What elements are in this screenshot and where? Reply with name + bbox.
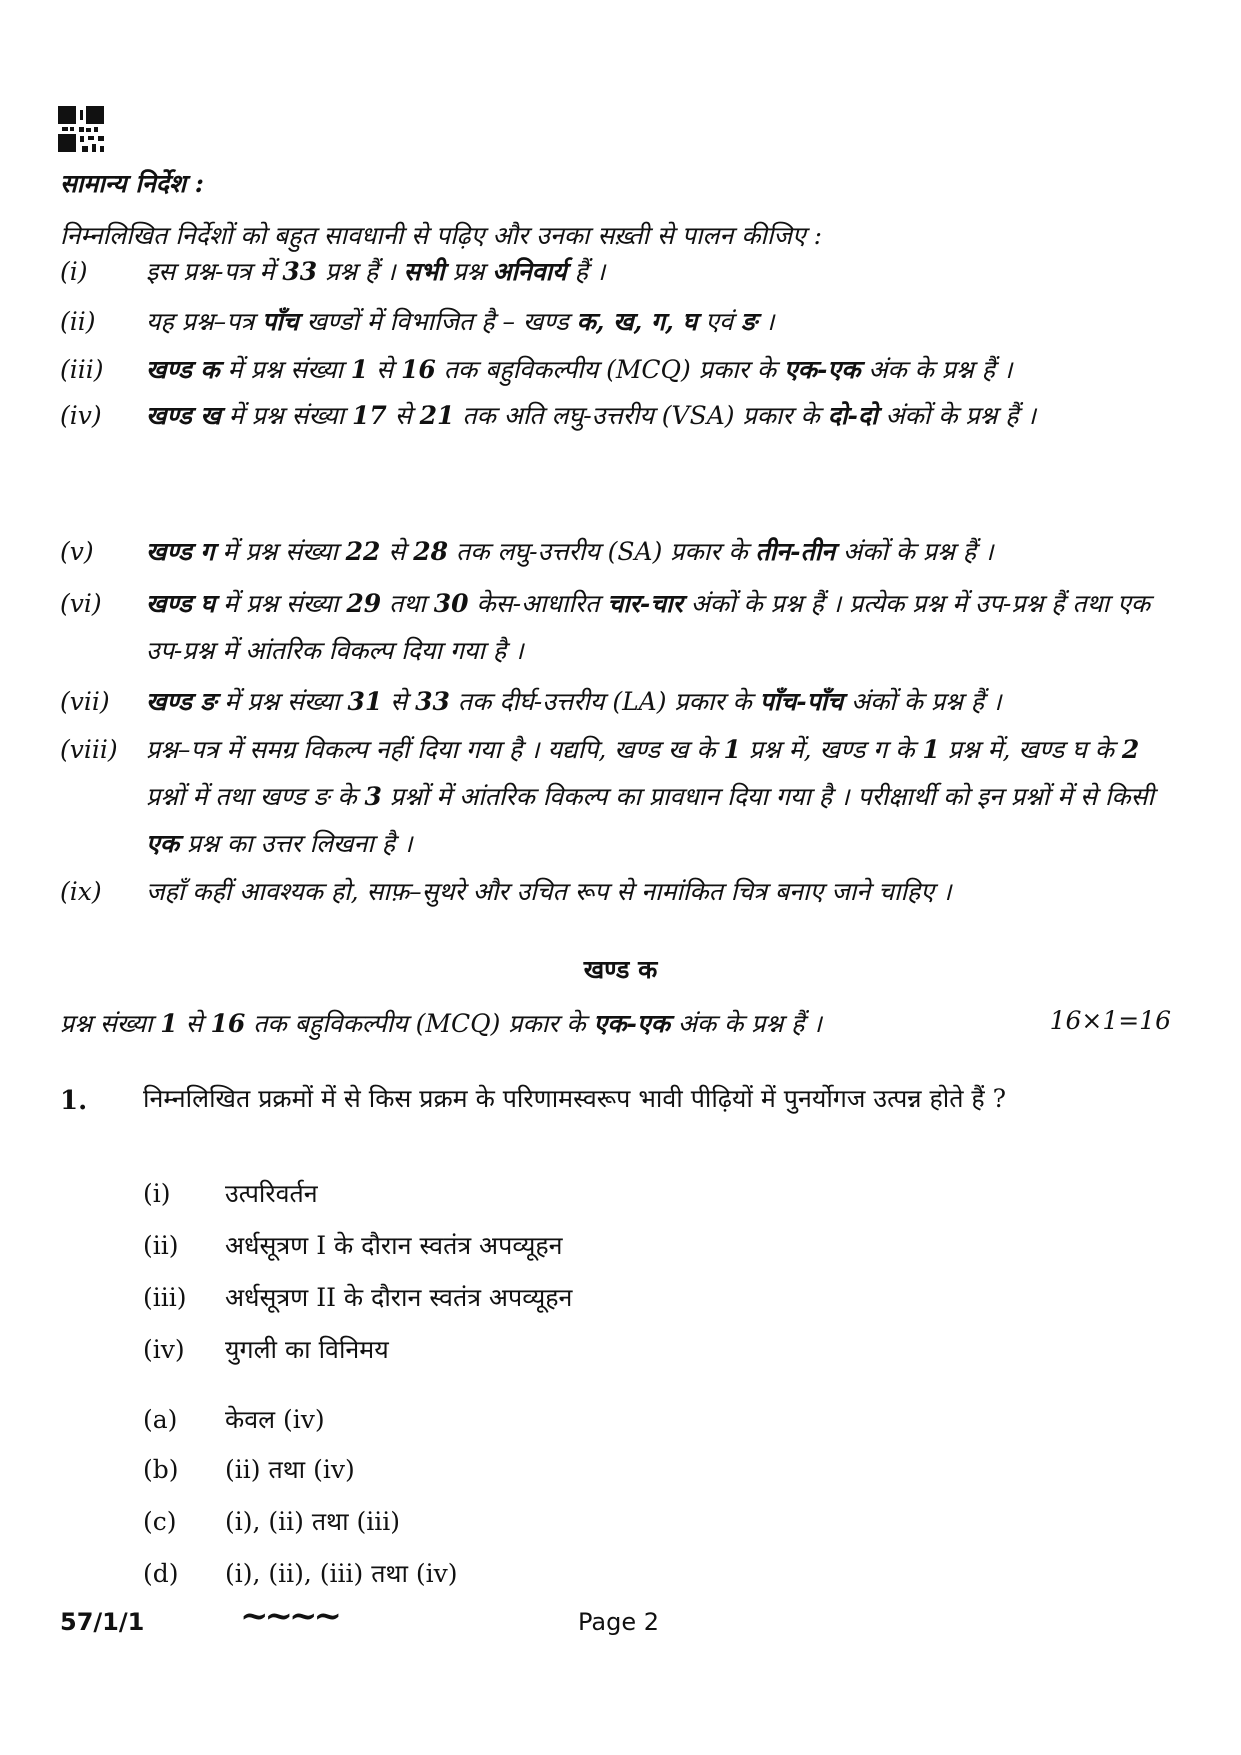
instruction-text: प्रश्न–पत्र में समग्र विकल्प नहीं दिया गया है । यद्यपि, खण्ड ख के 1 प्रश्न में, खण्ड ग के 1 प्रश्न में, खण्ड घ के 2 प्रश्नों में तथा खण्ड ङ के 3 प्रश्नों में आंतरिक विकल्प का प्रावधान दिया गया है । परीक्षार्थी को इन प्रश्नों में से किसी एक प्रश्न का उत्तर लिखना है । <box>146 735 1154 858</box>
instruction-number: (i) <box>60 257 88 286</box>
instruction-number: (ix) <box>60 877 102 906</box>
instruction-item <box>60 868 1170 915</box>
instruction-text: जहाँ कहीं आवश्यक हो, साफ़–सुथरे और उचित रूप से नामांकित चित्र बनाए जाने चाहिए । <box>146 877 952 906</box>
instruction-number: (iv) <box>60 401 102 430</box>
section-instruction: प्रश्न संख्या 1 से 16 तक बहुविकल्पीय (MCQ) प्रकार के एक-एक अंक के प्रश्न हैं । <box>60 1009 822 1038</box>
instruction-item <box>60 726 1170 867</box>
instruction-text: खण्ड क में प्रश्न संख्या 1 से 16 तक बहुविकल्पीय (MCQ) प्रकार के एक-एक अंक के प्रश्न हैं । <box>146 355 1013 384</box>
instruction-item <box>60 346 1170 393</box>
instruction-item <box>60 392 1170 439</box>
paper-code: 57/1/1 <box>60 1608 145 1636</box>
instruction-text: खण्ड ङ में प्रश्न संख्या 31 से 33 तक दीर्घ-उत्तरीय (LA) प्रकार के पाँच-पाँच अंकों के प्रश्न हैं । <box>146 687 1002 716</box>
instruction-text: इस प्रश्न-पत्र में 33 प्रश्न हैं । सभी प्रश्न अनिवार्य हैं । <box>146 257 606 286</box>
answer-option: (c) (i), (ii) तथा (iii) <box>143 1507 400 1536</box>
page-number: Page 2 <box>578 1608 659 1636</box>
instruction-number: (v) <box>60 537 94 566</box>
instruction-text: खण्ड ख में प्रश्न संख्या 17 से 21 तक अति लघु-उत्तरीय (VSA) प्रकार के दो-दो अंकों के प्रश्न हैं । <box>146 401 1036 430</box>
answer-option: (b) (ii) तथा (iv) <box>143 1455 355 1484</box>
instruction-item <box>60 678 1170 725</box>
answer-option: (d) (i), (ii), (iii) तथा (iv) <box>143 1559 458 1588</box>
instruction-text: खण्ड ग में प्रश्न संख्या 22 से 28 तक लघु-उत्तरीय (SA) प्रकार के तीन-तीन अंकों के प्रश्न हैं । <box>146 537 994 566</box>
instruction-item <box>60 298 1170 345</box>
instruction-number: (vi) <box>60 589 102 618</box>
answer-option: (a) केवल (iv) <box>143 1405 325 1434</box>
instruction-number: (viii) <box>60 735 118 764</box>
section-title: खण्ड क <box>583 955 658 984</box>
instruction-item <box>60 528 1170 575</box>
question-text: निम्नलिखित प्रक्रमों में से किस प्रक्रम के परिणामस्वरूप भावी पीढ़ियों में पुनर्योगज उत्पन्न होते हैं ? <box>143 1084 1007 1113</box>
instruction-text: खण्ड घ में प्रश्न संख्या 29 तथा 30 केस-आधारित चार-चार अंकों के प्रश्न हैं । प्रत्येक प्रश्न में उप-प्रश्न हैं तथा एक उप-प्रश्न में आंतरिक विकल्प दिया गया है । <box>146 589 1151 665</box>
instruction-number: (ii) <box>60 307 96 336</box>
statement-item: (i) उत्परिवर्तन <box>143 1179 318 1208</box>
instruction-item <box>60 580 1170 674</box>
footer-ornament: ~~~~ <box>240 1596 338 1636</box>
general-instructions-intro: निम्नलिखित निर्देशों को बहुत सावधानी से पढ़िए और उनका सख़्ती से पालन कीजिए : <box>60 221 823 250</box>
statement-item: (ii) अर्धसूत्रण I के दौरान स्वतंत्र अपव्यूहन <box>143 1231 563 1260</box>
general-instructions-heading: सामान्य निर्देश : <box>60 169 204 198</box>
question-number: 1. <box>60 1086 88 1116</box>
section-marks: 16×1=16 <box>1049 1006 1171 1035</box>
statement-item: (iv) युगली का विनिमय <box>143 1335 389 1364</box>
instruction-text: यह प्रश्न–पत्र पाँच खण्डों में विभाजित है – खण्ड क, ख, ग, घ एवं ङ । <box>146 307 775 336</box>
qr-code <box>58 106 104 152</box>
instruction-number: (vii) <box>60 687 110 716</box>
instruction-item <box>60 248 1170 295</box>
instruction-number: (iii) <box>60 355 104 384</box>
statement-item: (iii) अर्धसूत्रण II के दौरान स्वतंत्र अपव्यूहन <box>143 1283 573 1312</box>
